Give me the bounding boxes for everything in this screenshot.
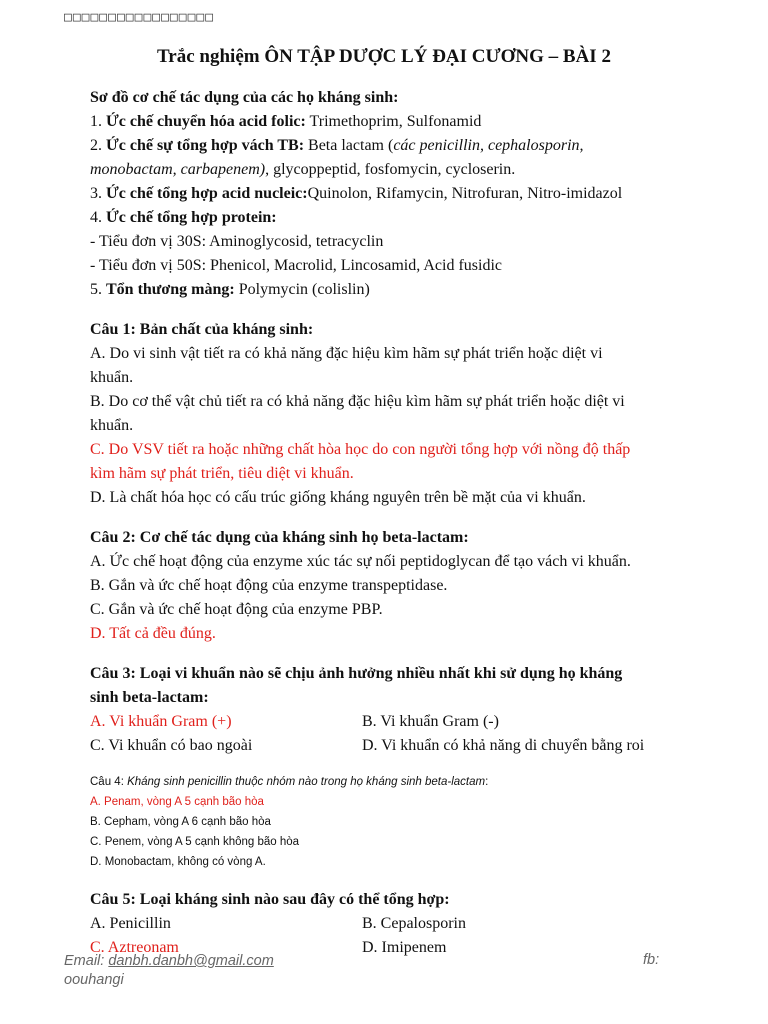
q1-option-c-answer: C. Do VSV tiết ra hoặc những chất hòa học do con người tổng hợp với nồng độ thấp: [90, 441, 631, 458]
question-3: Câu 3: Loại vi khuẩn nào sẽ chịu ảnh hưởng nhiều nhất khi sử dụng họ kháng: [90, 665, 623, 682]
email-label: Email:: [64, 953, 109, 969]
header-placeholder-text: □□□□□□□□□□□□□□□□□: [64, 10, 215, 25]
q4-option-b: B. Cepham, vòng A 6 cạnh bão hòa: [90, 816, 271, 828]
q3-option-a-answer: A. Vi khuẩn Gram (+): [90, 713, 232, 730]
document-body: [90, 86, 690, 960]
page-title: Trắc nghiệm ÔN TẬP DƯỢC LÝ ĐẠI CƯƠNG – BÀI 2: [157, 46, 611, 67]
q2-option-b: B. Gắn và ức chế hoạt động của enzyme transpeptidase.: [90, 577, 448, 594]
q3-option-b: B. Vi khuẩn Gram (-): [362, 713, 499, 730]
scheme-line-2-cont: monobactam, carbapenem), glycoppeptid, fosfomycin, cycloserin.: [90, 161, 516, 178]
question-3-cont: sinh beta-lactam:: [90, 689, 209, 706]
q4-option-d: D. Monobactam, không có vòng A.: [90, 856, 266, 868]
scheme-line-4: 4. Ức chế tổng hợp protein:: [90, 209, 277, 226]
question-1: Câu 1: Bản chất của kháng sinh:: [90, 321, 314, 338]
q5-option-d: D. Imipenem: [362, 939, 447, 956]
q1-option-a-cont: khuẩn.: [90, 369, 134, 386]
q1-option-a: A. Do vi sinh vật tiết ra có khả năng đặc hiệu kìm hãm sự phát triển hoặc diệt vi: [90, 345, 603, 362]
q4-option-c: C. Penem, vòng A 5 cạnh không bão hòa: [90, 836, 300, 848]
scheme-heading: Sơ đồ cơ chế tác dụng của các họ kháng sinh:: [90, 89, 399, 106]
fb-name: oouhangi: [64, 972, 124, 988]
q3-options-row-2: [90, 734, 690, 758]
footer-contact: [64, 952, 274, 990]
scheme-line-3: 3. Ức chế tổng hợp acid nucleic:Quinolon, Rifamycin, Nitrofuran, Nitro-imidazol: [90, 185, 623, 202]
scheme-line-5: 5. Tổn thương màng: Polymycin (colislin): [90, 281, 370, 298]
question-5: Câu 5: Loại kháng sinh nào sau đây có thể tổng hợp:: [90, 891, 450, 908]
q2-option-d-answer: D. Tất cả đều đúng.: [90, 625, 216, 642]
scheme-line-4a: - Tiểu đơn vị 30S: Aminoglycosid, tetracyclin: [90, 233, 384, 250]
q2-option-a: A. Ức chế hoạt động của enzyme xúc tác sự nối peptidoglycan để tạo vách vi khuẩn.: [90, 553, 631, 570]
q1-option-b: B. Do cơ thể vật chủ tiết ra có khả năng đặc hiệu kìm hãm sự phát triển hoặc diệt vi: [90, 393, 625, 410]
q5-option-b: B. Cepalosporin: [362, 915, 466, 932]
q5-options-row-1: [90, 912, 690, 936]
scheme-line-4b: - Tiểu đơn vị 50S: Phenicol, Macrolid, Lincosamid, Acid fusidic: [90, 257, 502, 274]
q1-option-c-answer-cont: kìm hãm sự phát triển, tiêu diệt vi khuẩn.: [90, 465, 354, 482]
q1-option-d: D. Là chất hóa học có cấu trúc giống kháng nguyên trên bề mặt của vi khuẩn.: [90, 489, 586, 506]
q1-option-b-cont: khuẩn.: [90, 417, 134, 434]
q5-option-a: A. Penicillin: [90, 915, 171, 932]
fb-label: fb:: [643, 952, 660, 968]
scheme-line-2: 2. Ức chế sự tổng hợp vách TB: Beta lactam (các penicillin, cephalosporin,: [90, 137, 584, 154]
question-2: Câu 2: Cơ chế tác dụng của kháng sinh họ beta-lactam:: [90, 529, 469, 546]
q2-option-c: C. Gắn và ức chế hoạt động của enzyme PBP.: [90, 601, 383, 618]
q4-option-a-answer: A. Penam, vòng A 5 cạnh bão hòa: [90, 796, 264, 808]
question-4-block: [90, 772, 690, 872]
email-link[interactable]: danbh.danbh@gmail.com: [108, 953, 274, 969]
scheme-line-1: 1. Ức chế chuyển hóa acid folic: Trimethoprim, Sulfonamid: [90, 113, 482, 130]
q3-option-c: C. Vi khuẩn có bao ngoài: [90, 737, 253, 754]
question-4: Câu 4: Kháng sinh penicillin thuộc nhóm nào trong họ kháng sinh beta-lactam:: [90, 776, 489, 788]
q3-options-row-1: [90, 710, 690, 734]
q3-option-d: D. Vi khuẩn có khả năng di chuyển bằng roi: [362, 737, 645, 754]
q5-option-c-answer: C. Aztreonam: [90, 939, 179, 956]
